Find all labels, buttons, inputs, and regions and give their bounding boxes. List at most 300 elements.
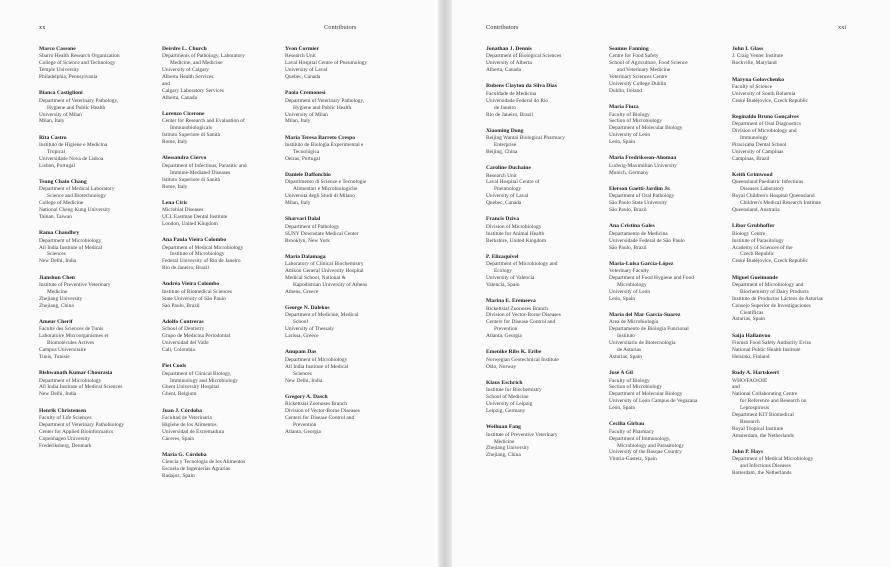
contributor-name: Maria Fredriksson-Ahomaa (609, 155, 677, 162)
affiliation-line: České Budějovice, Czech Republic (732, 97, 809, 104)
affiliation-line: Department of Immunology, (609, 435, 671, 442)
affiliation-line: Department of Oral Pathology (609, 193, 675, 200)
contributor-entry (285, 90, 408, 125)
page-number-left: xx (39, 24, 46, 31)
affiliation-line: Universidade Nova de Lisboa (39, 155, 104, 162)
affiliation-line: Laboratory of Clinical Biochemistry (285, 261, 364, 268)
affiliation-line: National Public Health Institute (732, 347, 801, 353)
contributor-entry (39, 370, 162, 398)
affiliation-line: Tropical (47, 148, 66, 155)
contributor-name: Maryna Golovchenko (732, 76, 785, 83)
contributor-entry (285, 305, 408, 340)
contributor-name: Sharvari Dalal (285, 216, 321, 223)
affiliation-line: Rome, Italy (162, 139, 188, 146)
affiliation-line: All India Institute of Medical (39, 244, 103, 251)
affiliation-line: Department of Oral Diagnostics (732, 121, 802, 128)
affiliation-line: Alberta, Canada (162, 94, 198, 101)
contributor-name: José A Gil (609, 370, 633, 377)
contributor-name: María G. Córdoba (162, 451, 207, 458)
affiliation-line: Department of Molecular Biology (609, 125, 683, 132)
affiliation-line: Rickettsial Zoonoses Branch (285, 401, 347, 408)
contributor-entry (732, 370, 855, 440)
affiliation-line: Científicas (740, 309, 764, 316)
affiliation-line: and (162, 81, 170, 88)
affiliation-line: Dipartimento di Scienze e Tecnologie (285, 179, 367, 186)
affiliation-line: Biomolécules Actives (47, 340, 95, 347)
affiliation-line: Veterinary Sciences Centre (609, 74, 668, 81)
affiliation-line: Medicine (494, 438, 515, 445)
contributor-name: Lorenzo Cicerone (162, 111, 205, 118)
affiliation-line: Department of Medical Microbiology (732, 456, 814, 463)
affiliation-line: Hygiene and Public Health (293, 104, 352, 111)
affiliation-line: Department of Clinical Biology, (162, 370, 232, 377)
contributor-name: Jonathan J. Dennis (486, 46, 532, 52)
affiliation-line: and Infectious Diseases (740, 463, 791, 470)
affiliation-line: Immunobiologicals (170, 125, 212, 132)
affiliation-line: Alberta, Canada (486, 67, 522, 74)
affiliation-line: University of Campinas (732, 148, 784, 155)
affiliation-line: J. Craig Venter Institute (732, 53, 784, 60)
affiliation-line: Center for Applied Bioinformatics (39, 428, 114, 435)
affiliation-line: University College Dublin (609, 81, 667, 88)
contributor-entry (162, 237, 285, 272)
affiliation-line: Children's Medical Research Institute (740, 200, 822, 207)
affiliation-line: Athens, Greece (285, 288, 319, 295)
contributor-entry (39, 135, 162, 170)
affiliation-line: Department of Veterinary Pathology, (285, 97, 365, 104)
affiliation-line: Campinas, Brazil (732, 155, 770, 162)
affiliation-line: Rotterdam, the Netherlands (732, 470, 792, 477)
contributor-entry (486, 128, 609, 156)
column (486, 46, 609, 486)
affiliation-line: Kapodistrian University of Athens (293, 281, 368, 288)
contributor-entry (609, 370, 732, 412)
affiliation-line: Microbiology (617, 281, 647, 288)
contributor-entry (39, 179, 162, 221)
affiliation-line: University of Milan (285, 111, 328, 118)
affiliation-line: University of Laval (486, 193, 529, 200)
contributor-entry (732, 77, 855, 105)
affiliation-line: Oeiras, Portugal (285, 155, 321, 162)
affiliation-line: León, Spain (609, 139, 636, 146)
left-page (0, 0, 438, 567)
affiliation-line: University of León Campus de Vegazana (609, 398, 698, 405)
affiliation-line: Laval Hospital Centre of Pneumology (285, 60, 368, 67)
affiliation-line: Munich, Germany (609, 169, 649, 176)
affiliation-line: University of Laval (285, 67, 328, 74)
affiliation-line: České Budějovice, Czech Republic (732, 258, 809, 265)
contributor-name: Adolfo Contreras (162, 318, 204, 325)
contributor-name: Ameur Cherif (39, 318, 73, 325)
running-head-left: Contributors (324, 24, 357, 31)
contributor-name: Emenike Ribs K. Eribe (486, 349, 542, 356)
affiliation-line: Prevention (293, 421, 317, 428)
affiliation-line: Rio de Janeiro, Brazil (486, 111, 534, 118)
contributor-name: John I. Glass (732, 46, 764, 52)
affiliation-line: Academy of Sciences of the (732, 244, 793, 251)
affiliation-line: Department of Biological Sciences (486, 53, 562, 60)
affiliation-line: National Collaborating Centre (732, 391, 798, 398)
affiliation-line: All India Institute of Medical Sciences (39, 384, 123, 391)
contributor-name: Andréa Vieira Colombo (162, 281, 220, 288)
affiliation-line: Diseases Laboratory (740, 186, 785, 193)
contributor-entry (609, 104, 732, 146)
contributor-name: Paola Cremonesi (285, 90, 326, 97)
affiliation-line: Zhejiang, China (39, 302, 74, 309)
affiliation-line: Faculty of Pharmacy (609, 428, 654, 435)
affiliation-line: Rio de Janeiro, Brazil (162, 265, 210, 272)
affiliation-line: Quebec, Canada (285, 74, 321, 81)
affiliation-line: Universidade Federal de São Paulo (609, 237, 685, 244)
affiliation-line: León, Spain (609, 405, 636, 412)
affiliation-line: Alimentari e Microbiologiche (293, 186, 358, 193)
affiliation-line: São Paulo, Brazil (609, 244, 647, 251)
affiliation-line: UCL Eastman Dental Institute (162, 214, 228, 221)
contributor-entry (285, 254, 408, 296)
contributor-entry (162, 200, 285, 228)
contributor-entry (732, 223, 855, 265)
affiliation-line: Veterinary Faculty (609, 268, 649, 275)
affiliation-line: for Reference and Research on (740, 398, 807, 405)
affiliation-line: and Veterinary Medicine (617, 67, 671, 74)
contributor-name: Klaus Eschrich (486, 379, 523, 386)
contributor-name: Rubens Clayton da Silva Dias (486, 83, 557, 90)
affiliation-line: Facultad de Veterinaria (162, 414, 212, 421)
contributor-name: Juan J. Córdoba (162, 407, 202, 414)
affiliation-line: Zhejiang, China (486, 452, 521, 459)
affiliation-line: Larissa, Greece (285, 333, 319, 340)
affiliation-line: Department of Molecular Biology (609, 391, 683, 398)
affiliation-line: Ciencia y Tecnología de los Alimentos (162, 459, 246, 466)
affiliation-line: Milan, Italy (39, 118, 65, 125)
affiliation-line: University of South Bohemia (732, 90, 796, 97)
affiliation-line: Universidad de Extremadura (162, 428, 224, 435)
contributor-name: Maria Dalamaga (285, 253, 326, 260)
contributor-name: Piet Cools (162, 363, 187, 370)
affiliation-line: Division of Vector-Borne Diseases (486, 312, 561, 319)
contributor-name: Miguel Gueimonde (732, 274, 778, 281)
contributor-name: Tsung Chain Chang (39, 178, 87, 185)
contributor-entry (285, 216, 408, 244)
contributor-entry (732, 275, 855, 324)
contributor-name: Gregory A. Dasch (285, 393, 328, 400)
contributor-entry (285, 135, 408, 163)
contributor-entry (162, 46, 285, 102)
affiliation-line: Department of Infectious, Parasitic and (162, 162, 247, 169)
affiliation-line: Microbial Diseases (162, 207, 204, 214)
affiliation-line: Escuela de Ingenierías Agrarias (162, 466, 231, 473)
affiliation-line: Section of Microbiology (609, 384, 663, 391)
affiliation-line: Centre for Food Safety (609, 53, 659, 60)
affiliation-line: Instituto de Biologia Experimental e (285, 142, 364, 149)
affiliation-line: SUNY Downstate Medical Center (285, 230, 359, 237)
contributor-name: Alessandra Ciervo (162, 155, 207, 162)
affiliation-line: Federal University of Rio de Janeiro (162, 258, 241, 265)
affiliation-line: Laboratoire Microorganismes et (39, 333, 109, 340)
contributor-entry (609, 186, 732, 214)
affiliation-line: New Delhi, India (39, 391, 77, 398)
affiliation-line: Copenhagen University (39, 435, 91, 442)
book-gutter (438, 0, 452, 567)
affiliation-line: Quebec, Canada (486, 200, 522, 207)
affiliation-line: Universidade Federal do Rio (486, 97, 549, 104)
affiliation-line: Milan, Italy (285, 200, 311, 207)
column (162, 46, 285, 489)
contributor-name: Yvon Cormier (285, 46, 320, 52)
affiliation-line: Department of Medical Microbiology (162, 244, 244, 251)
contributor-entry (732, 333, 855, 361)
affiliation-line: Istituto Superiore di Sanità (162, 176, 220, 183)
contributor-entry (486, 349, 609, 370)
affiliation-line: Zhejiang University (486, 445, 530, 452)
affiliation-line: Rome, Italy (162, 183, 188, 190)
contributor-entry (486, 83, 609, 118)
contributor-name: Reginaldo Bruno Gonçalves (732, 113, 799, 120)
contributor-entry (486, 165, 609, 207)
affiliation-line: Institute of Biomedical Sciences (162, 288, 232, 295)
affiliation-line: Ghent University Hospital (162, 384, 219, 391)
contributor-entry (285, 46, 408, 81)
affiliation-line: Faculty of Life Sciences (39, 414, 92, 421)
affiliation-line: Laval Hospital Centre of (486, 179, 540, 186)
affiliation-line: Asturias, Spain (609, 353, 642, 360)
affiliation-line: Tunis, Tunisie (39, 353, 70, 360)
affiliation-line: Beijing Wantai Biological Pharmacy (486, 135, 565, 142)
affiliation-line: Division of Vector-Borne Diseases (285, 408, 360, 415)
affiliation-line: Division of Microbiology (486, 223, 542, 230)
contributor-entry (162, 281, 285, 309)
affiliation-line: Istituto Superiore di Sanità (162, 132, 220, 139)
affiliation-line: University of Alberta (486, 60, 532, 67)
contributor-entry (39, 90, 162, 125)
contributor-name: Anupam Das (285, 349, 317, 356)
affiliation-line: Finnish Food Safety Authority Evira (732, 340, 811, 347)
contributor-name: María-Luisa García-López (609, 260, 674, 267)
affiliation-line: Temple University (39, 67, 80, 74)
affiliation-line: Section of Microbiology (609, 118, 663, 125)
affiliation-line: Research (740, 418, 760, 425)
affiliation-line: León, Spain (609, 295, 636, 302)
affiliation-line: College of Science and Technology (39, 60, 116, 67)
affiliation-line: Sciences (47, 251, 66, 258)
affiliation-line: Faculté des Sciences de Tunis (39, 326, 104, 333)
affiliation-line: School of Agriculture, Food Science (609, 60, 688, 67)
column (732, 46, 855, 486)
contributor-name: Cecilia Girbau (609, 421, 645, 428)
contributor-entry (162, 319, 285, 354)
affiliation-line: Faculty of Science (732, 83, 773, 90)
affiliation-line: Atlanta, Georgia (486, 333, 522, 340)
affiliation-line: Institute of Microbiology (170, 251, 225, 258)
affiliation-line: Institute for Animal Health (486, 230, 545, 237)
affiliation-line: Calgary Laboratory Services (162, 87, 224, 94)
contributor-entry (285, 349, 408, 384)
affiliation-line: Leipzig, Germany (486, 408, 526, 415)
affiliation-line: Department of Veterinary Pathology, (39, 97, 119, 104)
affiliation-line: Departments of Pathology, Laboratory (162, 53, 245, 60)
affiliation-line: Instituto de Productos Lácteos de Asturias (732, 295, 823, 302)
affiliation-line: Tecnológica (293, 148, 320, 155)
affiliation-line: University of Valencia (486, 275, 535, 282)
affiliation-line: School of Medicine (486, 394, 529, 401)
contributor-name: Deirdre L. Church (162, 46, 207, 52)
contributor-name: Keith Grimwood (732, 172, 773, 179)
contributor-entry (609, 223, 732, 251)
column (285, 46, 408, 489)
affiliation-line: Faculty of Biology (609, 377, 650, 384)
contributor-name: Lena Ciric (162, 199, 188, 206)
contributor-entry (732, 449, 855, 477)
affiliation-line: State University of São Paulo (162, 295, 226, 302)
affiliation-line: Immunology and Microbiology (170, 377, 238, 384)
affiliation-line: Beijing, China (486, 148, 518, 155)
affiliation-line: Faculty of Biology (609, 111, 650, 118)
contributor-entry (732, 46, 855, 67)
contributor-name: Libor Grubhoffer (732, 223, 775, 230)
contributor-entry (732, 114, 855, 163)
contributor-entry (486, 424, 609, 459)
affiliation-line: Valencia, Spain (486, 281, 520, 288)
affiliation-line: Departamento de Biología Funcional (609, 326, 689, 333)
contributor-entry (609, 312, 732, 361)
contributor-name: Ana Paula Vieira Colombo (162, 237, 227, 244)
contributor-entry (162, 155, 285, 190)
affiliation-line: Vitoria-Gasteiz, Spain (609, 456, 657, 463)
affiliation-line: São Paulo, Brazil (609, 207, 647, 214)
affiliation-line: Dublin, Ireland (609, 87, 642, 94)
right-page (452, 0, 890, 567)
affiliation-line: Department of Microbiology and (732, 281, 804, 288)
affiliation-line: Department of Pathology (285, 223, 340, 230)
affiliation-line: Lisbon, Portugal (39, 162, 75, 169)
affiliation-line: WHO/FAO/OIE (732, 377, 768, 384)
contributor-columns-right (486, 46, 855, 486)
affiliation-line: New Delhi, India (39, 258, 77, 265)
contributor-name: Henrik Christensen (39, 407, 87, 414)
contributor-entry (39, 230, 162, 265)
contributor-entry (285, 172, 408, 207)
affiliation-line: Medicine, and Medicine (170, 60, 223, 67)
contributor-name: Maria Teresa Barreto Crespo (285, 134, 356, 141)
affiliation-line: Division of Microbiology and (732, 128, 797, 135)
contributor-entry (285, 394, 408, 436)
affiliation-line: Department of Microbiology (39, 377, 102, 384)
affiliation-line: Department of Medicine, Medical (285, 312, 359, 319)
contributor-name: Jianshun Chen (39, 274, 75, 281)
affiliation-line: College of Medicine (39, 200, 84, 207)
column (39, 46, 162, 489)
contributor-entry (39, 408, 162, 450)
affiliation-line: Department of Food Hygiene and Food (609, 275, 694, 282)
affiliation-line: Rockville, Maryland (732, 60, 777, 67)
contributor-name: Bianca Castiglioni (39, 90, 83, 97)
contributor-name: Elerson Gaetti-Jardim Jr. (609, 185, 671, 192)
affiliation-line: Oslo, Norway (486, 363, 517, 370)
affiliation-line: Consejo Superior de Investigaciones (732, 302, 811, 309)
affiliation-line: Ecology (494, 268, 512, 275)
contributor-entry (39, 275, 162, 310)
affiliation-line: Department of Microbiology (285, 356, 348, 363)
affiliation-line: Università degli Studi di Milano (285, 193, 355, 200)
affiliation-line: Frederiksberg, Denmark (39, 442, 92, 449)
affiliation-line: Biochemistry of Dairy Products (740, 288, 809, 295)
affiliation-line: Institute of Preventive Veterinary (486, 431, 558, 438)
contributor-name: George N. Dalekos (285, 305, 330, 312)
contributor-name: Marco Cassone (39, 46, 76, 52)
contributor-name: Rama Chaudhry (39, 230, 80, 237)
affiliation-line: Area de Microbiología (609, 319, 659, 326)
contributor-name: María del Mar García-Suarez (609, 311, 681, 318)
affiliation-line: Center for Research and Evaluation of (162, 118, 245, 125)
contributor-entry (486, 46, 609, 74)
affiliation-line: Hygiene and Public Health (47, 104, 106, 111)
affiliation-line: Campus Universitaire (39, 347, 87, 353)
contributor-name: Weihuan Fang (486, 424, 521, 431)
affiliation-line: Cali, Colombia (162, 347, 195, 353)
affiliation-line: Pneumology (494, 186, 522, 193)
affiliation-line: Research Unit (285, 53, 316, 60)
contributor-name: John P. Hays (732, 448, 764, 455)
affiliation-line: Institute for Biochemistry (486, 387, 542, 394)
affiliation-line: University of Leipzig (486, 401, 533, 408)
contributor-entry (486, 216, 609, 244)
affiliation-line: Research Unit (486, 172, 517, 179)
contributor-entry (162, 363, 285, 398)
affiliation-line: Faculdade de Medicina (486, 90, 537, 97)
affiliation-line: Attikon General University Hospital (285, 268, 364, 275)
affiliation-line: Departamento de Medicina (609, 230, 668, 237)
contributor-entry (162, 111, 285, 146)
contributor-entry (39, 46, 162, 81)
affiliation-line: Cáceres, Spain (162, 435, 195, 442)
affiliation-line: Higiene de los Alimentos (162, 421, 217, 428)
affiliation-line: Royal Children's Hospital Queensland (732, 193, 815, 200)
running-head-right: Contributors (486, 24, 519, 31)
affiliation-line: School (293, 319, 308, 326)
affiliation-line: Department of Microbiology and (486, 261, 558, 268)
affiliation-line: Immune-Mediated Diseases (170, 169, 231, 176)
affiliation-line: Norwegian Geotechnical Institute (486, 356, 559, 363)
affiliation-line: All India Institute of Medical (285, 363, 349, 370)
affiliation-line: University of Milan (39, 111, 82, 118)
affiliation-line: Czech Republic (740, 251, 775, 258)
affiliation-line: Zhejiang University (39, 295, 83, 302)
contributor-entry (486, 380, 609, 415)
affiliation-line: University of León (609, 132, 651, 139)
affiliation-line: Department of Microbiology (39, 237, 102, 244)
contributor-entry (609, 421, 732, 463)
contributor-name: Daniele Daffonchio (285, 172, 331, 179)
affiliation-line: Institute of Parasitology (732, 237, 784, 244)
affiliation-line: Ludwig-Maximilian University (609, 162, 677, 169)
affiliation-line: Brooklyn, New York (285, 237, 330, 244)
affiliation-line: University of León (609, 288, 651, 295)
contributor-entry (486, 254, 609, 289)
contributor-name: Rudy A. Hartskeerl (732, 370, 779, 377)
affiliation-line: School of Dentistry (162, 326, 205, 333)
affiliation-line: Atlanta, Georgia (285, 428, 321, 435)
page-number-right: xxi (838, 24, 847, 31)
affiliation-line: Centers for Disease Control and (285, 414, 355, 421)
contributor-entry (609, 261, 732, 303)
affiliation-line: Prevention (494, 326, 518, 333)
affiliation-line: Berkshire, United Kingdom (486, 237, 547, 244)
contributor-name: Xiaoming Dong (486, 127, 524, 134)
contributor-columns-left (39, 46, 408, 489)
affiliation-line: Amsterdam, the Netherlands (732, 432, 794, 439)
affiliation-line: Universidad del Valle (162, 340, 209, 347)
affiliation-line: Badajoz, Spain (162, 473, 195, 480)
